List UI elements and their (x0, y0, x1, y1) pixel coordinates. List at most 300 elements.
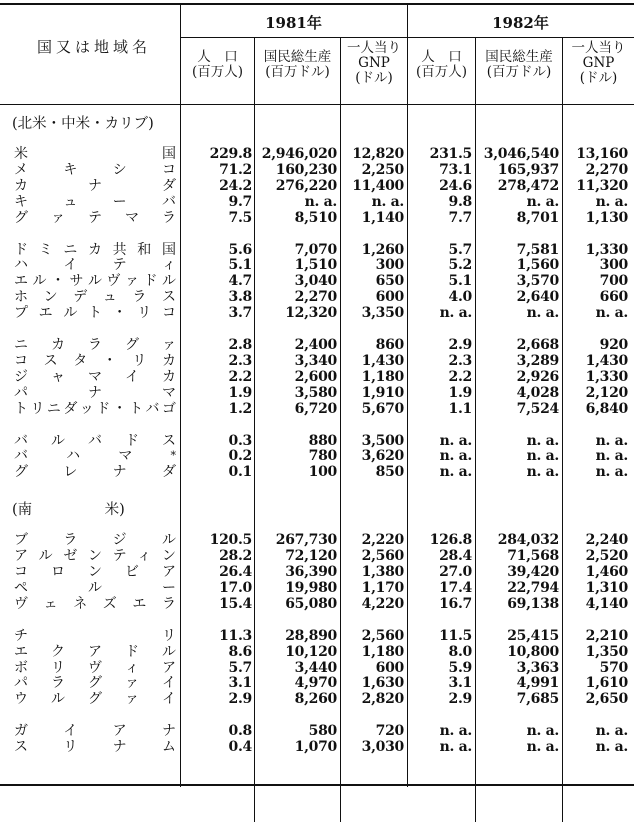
country-name-char: ダ (161, 464, 176, 481)
country-name-char: ミ (38, 241, 53, 258)
data-cell: 4,028 (516, 384, 559, 401)
data-cell: n. a. (595, 464, 628, 481)
data-cell: n. a. (439, 464, 472, 481)
country-name-char: グ (14, 464, 28, 481)
country-name (14, 464, 176, 480)
data-cell: 28.4 (439, 548, 472, 565)
column-rule (407, 3, 408, 787)
per-capita-gnp-header: 一人当り GNP (ドル) (571, 40, 626, 86)
data-cell: 11,320 (576, 177, 628, 194)
country-name (14, 691, 176, 707)
data-cell: 160,230 (275, 161, 337, 178)
country-name-char: ナ (88, 384, 102, 401)
data-cell: 3,350 (361, 305, 404, 322)
data-cell: 1.1 (448, 400, 472, 417)
bottom-rule (0, 784, 634, 786)
data-cell: 650 (375, 273, 404, 290)
country-name-char: レ (63, 464, 78, 481)
data-cell: n. a. (595, 739, 628, 756)
country-name-char: グ (14, 209, 28, 226)
data-cell: 3,340 (294, 352, 337, 369)
data-cell: 8.0 (448, 643, 472, 660)
country-name (14, 596, 176, 612)
country-name-char: ゼ (63, 548, 78, 565)
country-name-char: ア (162, 564, 176, 580)
data-cell: n. a. (304, 193, 337, 210)
data-cell: 72,120 (285, 548, 337, 565)
country-name-char: ス (162, 432, 176, 449)
country-name-char: バ (14, 432, 28, 449)
country-name-char: カ (162, 368, 176, 385)
country-name-char: サ (69, 273, 84, 290)
country-name-char: ド (125, 432, 139, 449)
country-name-char: ィ (137, 548, 152, 565)
country-name (14, 675, 176, 691)
data-cell: 3,289 (516, 352, 559, 369)
data-cell: n. a. (526, 464, 559, 481)
country-name (14, 210, 176, 226)
data-cell: 700 (599, 273, 628, 290)
country-name-char: ラ (63, 532, 78, 549)
data-cell: 2,926 (516, 368, 559, 385)
population-header: 人 口 (百万人) (191, 49, 244, 80)
country-name (14, 194, 176, 210)
country-name-char: ナ (161, 723, 176, 740)
data-cell: 4,991 (516, 675, 559, 692)
country-name-char: バ (145, 400, 160, 417)
country-name-char: ナ (112, 464, 127, 481)
country-name-char: ナ (88, 177, 102, 194)
country-name-char: ァ (51, 209, 65, 226)
data-cell: 39,420 (507, 564, 559, 580)
data-cell: 300 (375, 257, 404, 274)
data-cell: n. a. (595, 305, 628, 322)
country-name-char: ア (88, 643, 102, 660)
data-cell: n. a. (439, 723, 472, 740)
data-cell: 3,040 (294, 273, 337, 290)
data-cell: 5.6 (228, 241, 252, 258)
country-name-char: テ (88, 209, 102, 226)
data-cell: 276,220 (275, 177, 337, 194)
data-cell: n. a. (526, 723, 559, 740)
country-name-char: メ (14, 161, 28, 178)
country-name (14, 305, 176, 321)
country-name-char: ド (125, 643, 139, 660)
country-name-char: ボ (14, 659, 28, 676)
data-cell: 2.2 (228, 368, 252, 385)
data-cell: n. a. (439, 305, 472, 322)
country-name (14, 162, 176, 178)
country-name (14, 532, 176, 548)
data-cell: 71.2 (219, 161, 252, 178)
country-name-char: イ (162, 691, 176, 708)
country-name (14, 385, 176, 401)
data-cell: 2,520 (585, 548, 628, 565)
country-name-char: 和 (137, 241, 152, 258)
gnp-header: 国民総生産 (百万ドル) (485, 49, 553, 80)
data-cell: 2,220 (361, 532, 404, 549)
country-name-char: ニ (14, 337, 28, 353)
country-name-char: ド (143, 273, 158, 290)
country-name-char: バ (161, 193, 176, 210)
data-cell: 300 (599, 257, 628, 274)
country-column-header: 国又は地域名 (36, 38, 151, 56)
data-cell: 25,415 (507, 627, 559, 644)
country-name-char: リ (51, 659, 65, 676)
country-name-char: ジ (112, 532, 127, 549)
data-cell: 28.2 (219, 548, 252, 565)
data-cell: 5.1 (228, 257, 252, 274)
country-name (14, 433, 176, 449)
data-cell: 6,840 (585, 400, 628, 417)
data-cell: 7.7 (448, 209, 472, 226)
country-name-char: ズ (102, 595, 117, 612)
country-name-char: ル (162, 643, 176, 660)
country-name-char: 国 (162, 146, 176, 162)
country-name-char: ル (51, 691, 65, 708)
country-name-char: ァ (162, 337, 176, 353)
data-cell: n. a. (526, 193, 559, 210)
data-cell: 600 (375, 289, 404, 306)
section-label: (南 米) (12, 502, 125, 519)
country-name-char: ェ (43, 595, 58, 612)
country-name-char: ニ (63, 241, 78, 258)
country-name-char: ク (51, 643, 65, 660)
data-cell: 278,472 (497, 177, 559, 194)
year-rule (180, 37, 634, 38)
per-capita-gnp-header: 一人当り GNP (ドル) (347, 40, 401, 86)
country-name-char: イ (63, 257, 78, 274)
data-cell: n. a. (439, 432, 472, 449)
country-name-char: ャ (51, 368, 65, 385)
country-name (14, 628, 176, 644)
country-name-char: ス (161, 289, 176, 306)
data-cell: 1,330 (585, 241, 628, 258)
data-cell: 17.4 (439, 579, 472, 596)
country-name-char: ル (63, 305, 78, 322)
data-cell: 65,080 (285, 595, 337, 612)
country-name-char: ル (88, 273, 102, 290)
country-name-char: ン (88, 564, 102, 580)
country-name-char: ナ (112, 739, 127, 756)
year-1982-header: 1982年 (492, 14, 549, 32)
data-cell: n. a. (439, 448, 472, 465)
data-cell: 9.7 (228, 193, 252, 210)
data-cell: 165,937 (497, 161, 559, 178)
country-name-char: ネ (73, 595, 88, 612)
country-name-char: ア (112, 723, 127, 740)
data-cell: 1,630 (361, 675, 404, 692)
country-name-char: キ (14, 193, 28, 210)
data-cell: 1,170 (361, 579, 404, 596)
country-name-char: ト (14, 400, 28, 417)
column-rule (475, 38, 476, 822)
data-cell: 12,320 (285, 305, 337, 322)
country-name-char: ガ (14, 723, 28, 740)
country-name (14, 723, 176, 739)
country-name-char: バ (14, 448, 28, 465)
data-cell: 5,670 (361, 400, 404, 417)
data-cell: 4,970 (294, 675, 337, 692)
data-cell: 2,600 (294, 368, 337, 385)
data-cell: 3.1 (228, 675, 252, 692)
country-name-char: ン (161, 548, 176, 565)
country-name (14, 273, 176, 289)
country-name-char: タ (73, 352, 88, 369)
data-cell: 1,560 (516, 257, 559, 274)
country-name-char: ル (162, 273, 176, 290)
country-name (14, 564, 176, 580)
data-cell: n. a. (526, 448, 559, 465)
country-name (14, 178, 176, 194)
data-cell: n. a. (371, 193, 404, 210)
data-cell: 4.0 (448, 289, 472, 306)
country-name-char: ン (43, 289, 58, 306)
data-cell: n. a. (526, 739, 559, 756)
country-name-char: ペ (14, 579, 28, 596)
data-cell: 2.3 (448, 352, 472, 369)
data-cell: 13,160 (576, 146, 628, 162)
data-cell: 860 (375, 337, 404, 353)
data-cell: n. a. (526, 432, 559, 449)
country-name-char: ュ (63, 193, 78, 210)
data-cell: 2,240 (585, 532, 628, 549)
country-name-char: チ (14, 627, 28, 644)
country-name-char: パ (14, 384, 28, 401)
data-cell: 26.4 (219, 564, 252, 580)
country-name-char: ト (129, 400, 144, 417)
data-cell: 19,980 (285, 579, 337, 596)
data-cell: 2,270 (294, 289, 337, 306)
column-rule (340, 38, 341, 822)
data-cell: 1,130 (585, 209, 628, 226)
data-cell: 7,070 (294, 241, 337, 258)
column-rule (562, 38, 563, 822)
country-name-char: ァ (125, 691, 139, 708)
data-cell: 28,890 (285, 627, 337, 644)
data-cell: 27.0 (439, 564, 472, 580)
header-rule (0, 104, 634, 105)
data-cell: 3,363 (516, 659, 559, 676)
data-cell: 0.4 (228, 739, 252, 756)
data-cell: 24.6 (439, 177, 472, 194)
country-name-char: ラ (132, 289, 147, 306)
data-cell: 10,800 (507, 643, 559, 660)
country-name-char: ァ (125, 675, 139, 692)
data-cell: 3,620 (361, 448, 404, 465)
country-name-char: シ (112, 161, 127, 178)
country-name-char: ル (51, 432, 65, 449)
data-cell: n. a. (595, 193, 628, 210)
data-cell: 0.2 (228, 448, 252, 465)
country-name-char: 共 (112, 241, 127, 258)
country-name-char: イ (63, 723, 78, 740)
country-name-char: コ (14, 352, 28, 369)
country-name-char: プ (14, 305, 28, 322)
country-name-char: ラ (162, 209, 176, 226)
data-cell: 2,650 (585, 691, 628, 708)
data-cell: 3,030 (361, 739, 404, 756)
data-cell: 2.3 (228, 352, 252, 369)
country-name-char: テ (112, 548, 127, 565)
country-name-char: エ (14, 273, 28, 290)
country-name-char: ィ (161, 257, 176, 274)
country-name-char: ル (32, 273, 47, 290)
country-name-char: カ (14, 177, 28, 194)
country-name (14, 644, 176, 660)
country-name-char: リ (30, 400, 45, 417)
country-name-char: ・ (112, 305, 127, 322)
data-cell: n. a. (439, 739, 472, 756)
data-cell: 1,510 (294, 257, 337, 274)
data-cell: 267,730 (275, 532, 337, 549)
data-cell: 69,138 (507, 595, 559, 612)
data-cell: 850 (375, 464, 404, 481)
country-name-char: ホ (14, 289, 28, 306)
data-cell: 9.8 (448, 193, 472, 210)
data-cell: 120.5 (209, 532, 252, 549)
data-cell: 22,794 (507, 579, 559, 596)
country-name-char: リ (132, 352, 147, 369)
data-cell: 5.2 (448, 257, 472, 274)
country-name-char: カ (51, 337, 65, 353)
data-cell: 10,120 (285, 643, 337, 660)
data-cell: 4.7 (228, 273, 252, 290)
data-cell: 4,140 (585, 595, 628, 612)
data-cell: 8,701 (516, 209, 559, 226)
country-name-char: ラ (161, 595, 176, 612)
data-cell: 71,568 (507, 548, 559, 565)
data-cell: 1,610 (585, 675, 628, 692)
country-name (14, 146, 176, 162)
data-cell: 1.9 (448, 384, 472, 401)
country-name-char: エ (14, 643, 28, 660)
country-name-char: ロ (51, 564, 65, 580)
country-name-char: コ (161, 305, 176, 322)
country-name-char: カ (161, 352, 176, 369)
data-cell: 73.1 (439, 161, 472, 178)
population-header: 人 口 (百万人) (415, 49, 468, 80)
data-cell: 2,560 (361, 627, 404, 644)
data-cell: 100 (308, 464, 337, 481)
data-cell: 12,820 (352, 146, 404, 162)
country-name-char: ジ (14, 368, 28, 385)
country-name-char: コ (161, 161, 176, 178)
country-name-char: ー (112, 193, 127, 210)
data-cell: n. a. (526, 305, 559, 322)
data-cell: 2,640 (516, 289, 559, 306)
country-name-char: ヴ (88, 659, 102, 676)
data-cell: 1,350 (585, 643, 628, 660)
data-cell: 7,524 (516, 400, 559, 417)
year-1981-header: 1981年 (265, 14, 322, 32)
data-cell: 36,390 (285, 564, 337, 580)
data-cell: 720 (375, 723, 404, 740)
country-name-char: ァ (125, 273, 139, 290)
country-name-char: ヴ (14, 595, 28, 612)
data-cell: 8.6 (228, 643, 252, 660)
data-cell: 11,400 (352, 177, 404, 194)
country-name-char: グ (88, 691, 102, 708)
country-name (14, 289, 176, 305)
data-cell: 2.2 (448, 368, 472, 385)
country-name (14, 369, 176, 385)
data-cell: 570 (599, 659, 628, 676)
data-cell: 0.8 (228, 723, 252, 740)
data-cell: n. a. (595, 723, 628, 740)
country-name-char: 米 (14, 146, 28, 162)
country-name-char: マ (162, 384, 176, 401)
country-name-char: パ (14, 675, 28, 692)
country-name-char: イ (162, 675, 176, 692)
data-cell: 2,400 (294, 337, 337, 353)
data-cell: 4,220 (361, 595, 404, 612)
data-cell: 17.0 (219, 579, 252, 596)
data-cell: 1.2 (228, 400, 252, 417)
country-name-char: ル (88, 579, 102, 596)
country-name-char: ニ (46, 400, 61, 417)
country-name-char: キ (63, 161, 78, 178)
country-name-char: エ (38, 305, 53, 322)
data-cell: 126.8 (429, 532, 472, 549)
data-cell: 1,140 (361, 209, 404, 226)
data-cell: 2,820 (361, 691, 404, 708)
gnp-header: 国民総生産 (百万ドル) (263, 49, 332, 80)
country-name-char: ト (87, 305, 102, 322)
data-cell: 3,046,540 (483, 146, 559, 162)
data-cell: 3.1 (448, 675, 472, 692)
country-name-char: コ (14, 564, 28, 580)
country-name-char: カ (87, 241, 102, 258)
country-name-char: イ (125, 368, 139, 385)
data-cell: 1,430 (585, 352, 628, 369)
data-cell: 1,430 (361, 352, 404, 369)
data-cell: 3.7 (228, 305, 252, 322)
data-cell: 11.5 (439, 627, 472, 644)
country-name-char: 国 (161, 241, 176, 258)
data-cell: 660 (599, 289, 628, 306)
data-cell: 920 (599, 337, 628, 353)
country-name-char: リ (162, 627, 176, 644)
data-cell: 600 (375, 659, 404, 676)
data-cell: 1,460 (585, 564, 628, 580)
data-cell: 2,210 (585, 627, 628, 644)
data-cell: 3,440 (294, 659, 337, 676)
country-name (14, 353, 176, 369)
data-cell: 0.3 (228, 432, 252, 449)
data-cell: 5.7 (448, 241, 472, 258)
data-cell: 1,310 (585, 579, 628, 596)
country-name-char: ビ (125, 564, 139, 580)
country-name-char: ダ (63, 400, 78, 417)
country-name-char: ハ (66, 448, 81, 465)
data-cell: 2.9 (448, 337, 472, 353)
data-cell: 284,032 (497, 532, 559, 549)
data-cell: 3,580 (294, 384, 337, 401)
data-cell: 8,260 (294, 691, 337, 708)
data-cell: 229.8 (209, 146, 252, 162)
data-cell: 16.7 (439, 595, 472, 612)
country-name-char: エ (132, 595, 147, 612)
country-name (14, 580, 176, 596)
data-cell: 2,250 (361, 161, 404, 178)
country-name-char: ヴ (106, 273, 121, 290)
country-name-char: ッ (79, 400, 94, 417)
country-name-char: リ (137, 305, 152, 322)
data-cell: 2,560 (361, 548, 404, 565)
country-name-char: マ (88, 368, 102, 385)
data-cell: 2,946,020 (261, 146, 337, 162)
